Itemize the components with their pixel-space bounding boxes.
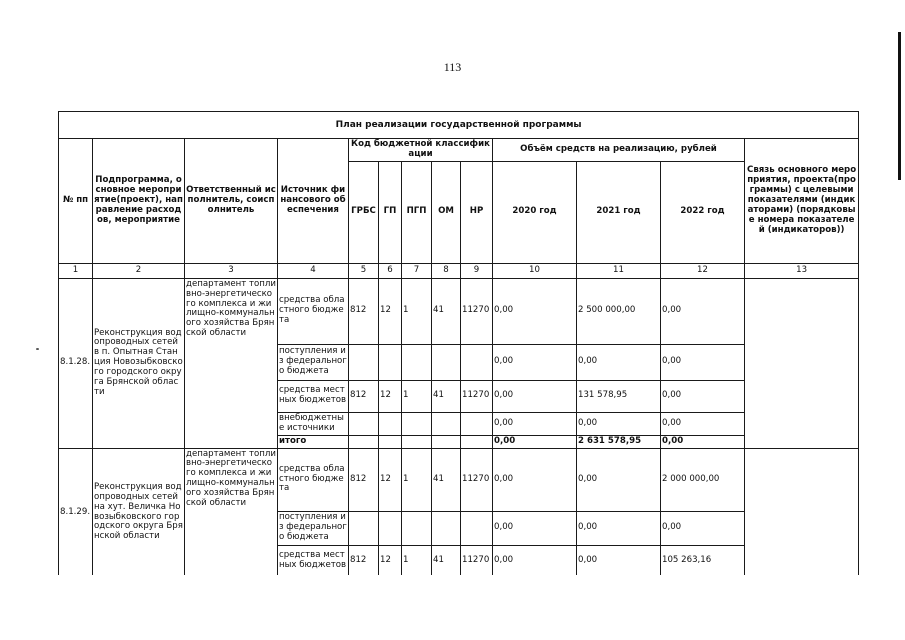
value-2022: 0,00 bbox=[661, 278, 745, 344]
value-2022: 2 000 000,00 bbox=[661, 448, 745, 511]
link-cell bbox=[745, 448, 859, 577]
gp-cell: 12 bbox=[379, 278, 402, 344]
header-om: ОМ bbox=[432, 161, 461, 263]
header-2020: 2020 год bbox=[493, 161, 577, 263]
value-2021: 0,00 bbox=[577, 511, 661, 545]
gp-cell bbox=[379, 344, 402, 380]
value-2022: 0,00 bbox=[661, 344, 745, 380]
column-number: 6 bbox=[379, 263, 402, 278]
source-cell: средства местных бюджетов bbox=[278, 380, 349, 412]
value-2021: 0,00 bbox=[577, 344, 661, 380]
pgp-cell: 1 bbox=[402, 278, 432, 344]
column-number: 11 bbox=[577, 263, 661, 278]
source-cell: внебюджетные источники bbox=[278, 412, 349, 435]
plan-table bbox=[58, 111, 859, 578]
om-cell bbox=[432, 435, 461, 448]
value-2020: 0,00 bbox=[493, 344, 577, 380]
source-cell-total: итого bbox=[278, 435, 349, 448]
column-number: 12 bbox=[661, 263, 745, 278]
gp-cell: 12 bbox=[379, 545, 402, 577]
value-2020: 0,00 bbox=[493, 380, 577, 412]
header-budget-code-group: Код бюджетной классификации bbox=[349, 139, 493, 162]
header-executor: Ответственный исполнитель, соисполнитель bbox=[185, 139, 278, 264]
gp-cell: 12 bbox=[379, 448, 402, 511]
om-cell: 41 bbox=[432, 545, 461, 577]
np-cell: 11270 bbox=[461, 448, 493, 511]
value-2020: 0,00 bbox=[493, 278, 577, 344]
header-source: Источник финансового обеспечения bbox=[278, 139, 349, 264]
header-np: НР bbox=[461, 161, 493, 263]
value-2021: 0,00 bbox=[577, 545, 661, 577]
record-executor: департамент топливно-энергетического комплекса и жилищно-коммунального хозяйства Брянской области bbox=[185, 448, 278, 577]
om-cell bbox=[432, 344, 461, 380]
column-number: 13 bbox=[745, 263, 859, 278]
column-number: 2 bbox=[93, 263, 185, 278]
pgp-cell bbox=[402, 344, 432, 380]
grbs-cell bbox=[349, 511, 379, 545]
scan-edge-line bbox=[898, 32, 901, 180]
value-2021: 2 500 000,00 bbox=[577, 278, 661, 344]
value-2022: 105 263,16 bbox=[661, 545, 745, 577]
pgp-cell bbox=[402, 511, 432, 545]
value-2020: 0,00 bbox=[493, 545, 577, 577]
grbs-cell bbox=[349, 412, 379, 435]
np-cell bbox=[461, 435, 493, 448]
gp-cell: 12 bbox=[379, 380, 402, 412]
header-subprogram: Подпрограмма, основное мероприятие(проект), направление расходов, мероприятие bbox=[93, 139, 185, 264]
om-cell bbox=[432, 511, 461, 545]
header-pgp: ПГП bbox=[402, 161, 432, 263]
page-number: 113 bbox=[443, 60, 462, 74]
link-cell bbox=[745, 278, 859, 448]
column-number: 5 bbox=[349, 263, 379, 278]
header-link: Связь основного мероприятия, проекта(программы) с целевыми показателями (индикаторами) (порядковые номера показателей (индикаторов)) bbox=[745, 139, 859, 264]
grbs-cell bbox=[349, 344, 379, 380]
pgp-cell: 1 bbox=[402, 380, 432, 412]
om-cell: 41 bbox=[432, 448, 461, 511]
header-grbs: ГРБС bbox=[349, 161, 379, 263]
source-cell: средства областного бюджета bbox=[278, 278, 349, 344]
value-2021: 131 578,95 bbox=[577, 380, 661, 412]
value-2020: 0,00 bbox=[493, 511, 577, 545]
header-2021: 2021 год bbox=[577, 161, 661, 263]
source-cell: поступления из федерального бюджета bbox=[278, 511, 349, 545]
np-cell bbox=[461, 511, 493, 545]
value-2022: 0,00 bbox=[661, 511, 745, 545]
value-2022-total: 0,00 bbox=[661, 435, 745, 448]
gp-cell bbox=[379, 412, 402, 435]
pgp-cell bbox=[402, 412, 432, 435]
np-cell: 11270 bbox=[461, 545, 493, 577]
value-2021: 0,00 bbox=[577, 412, 661, 435]
om-cell bbox=[432, 412, 461, 435]
header-gp: ГП bbox=[379, 161, 402, 263]
column-number: 4 bbox=[278, 263, 349, 278]
pgp-cell: 1 bbox=[402, 448, 432, 511]
column-number: 7 bbox=[402, 263, 432, 278]
value-2022: 0,00 bbox=[661, 412, 745, 435]
record-name: Реконструкция водопроводных сетей в п. Опытная Станция Новозыбковского городского округа Брянской области bbox=[93, 278, 185, 448]
grbs-cell bbox=[349, 435, 379, 448]
record-executor: департамент топливно-энергетического комплекса и жилищно-коммунального хозяйства Брянской области bbox=[185, 278, 278, 448]
value-2020: 0,00 bbox=[493, 448, 577, 511]
pgp-cell bbox=[402, 435, 432, 448]
np-cell bbox=[461, 412, 493, 435]
om-cell: 41 bbox=[432, 380, 461, 412]
np-cell bbox=[461, 344, 493, 380]
source-cell: поступления из федерального бюджета bbox=[278, 344, 349, 380]
column-number: 9 bbox=[461, 263, 493, 278]
table-row bbox=[59, 278, 859, 344]
np-cell: 11270 bbox=[461, 380, 493, 412]
grbs-cell: 812 bbox=[349, 278, 379, 344]
record-name: Реконструкция водопроводных сетей на хут. Величка Новозыбковского городского округа Брянской области bbox=[93, 448, 185, 577]
source-cell: средства местных бюджетов bbox=[278, 545, 349, 577]
record-number: 8.1.28. bbox=[59, 278, 93, 448]
value-2020-total: 0,00 bbox=[493, 435, 577, 448]
om-cell: 41 bbox=[432, 278, 461, 344]
scan-speck bbox=[36, 348, 39, 350]
source-cell: средства областного бюджета bbox=[278, 448, 349, 511]
column-number: 1 bbox=[59, 263, 93, 278]
header-num: № пп bbox=[59, 139, 93, 264]
table-row bbox=[59, 448, 859, 511]
grbs-cell: 812 bbox=[349, 448, 379, 511]
grbs-cell: 812 bbox=[349, 545, 379, 577]
pgp-cell: 1 bbox=[402, 545, 432, 577]
gp-cell bbox=[379, 435, 402, 448]
column-number: 8 bbox=[432, 263, 461, 278]
value-2020: 0,00 bbox=[493, 412, 577, 435]
grbs-cell: 812 bbox=[349, 380, 379, 412]
page-bottom-margin bbox=[0, 575, 905, 640]
column-number: 10 bbox=[493, 263, 577, 278]
column-number: 3 bbox=[185, 263, 278, 278]
gp-cell bbox=[379, 511, 402, 545]
header-volume-group: Объём средств на реализацию, рублей bbox=[493, 139, 745, 162]
record-number: 8.1.29. bbox=[59, 448, 93, 577]
np-cell: 11270 bbox=[461, 278, 493, 344]
value-2021: 0,00 bbox=[577, 448, 661, 511]
table-title: План реализации государственной программы bbox=[59, 112, 859, 139]
header-2022: 2022 год bbox=[661, 161, 745, 263]
column-number-row bbox=[59, 263, 859, 278]
value-2022: 0,00 bbox=[661, 380, 745, 412]
value-2021-total: 2 631 578,95 bbox=[577, 435, 661, 448]
